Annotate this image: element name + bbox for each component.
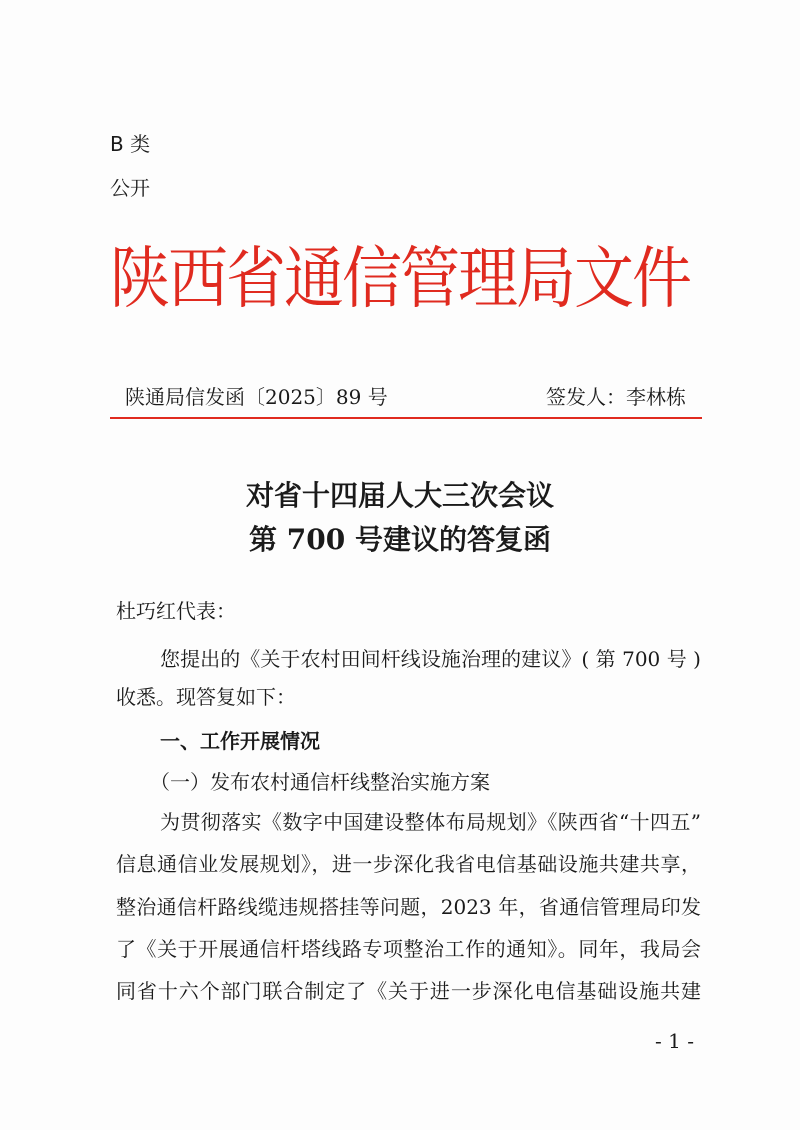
body-line: 整治通信杆路线缆违规搭挂等问题，2023 年，省通信管理局印发 [116, 895, 701, 919]
page-number: - 1 - [655, 1029, 694, 1053]
document-number: 陕通局信发函〔2025〕89 号 [125, 385, 388, 409]
subsection-heading: （一）发布农村通信杆线整治实施方案 [150, 770, 490, 794]
body-line: 同省十六个部门联合制定了《关于进一步深化电信基础设施共建 [116, 979, 701, 1003]
body-line: 了《关于开展通信杆塔线路专项整治工作的通知》。同年，我局会 [116, 937, 701, 961]
classification-mark: B 类 [110, 132, 151, 156]
signer: 签发人：李林栋 [546, 385, 686, 409]
salutation: 杜巧红代表： [116, 599, 236, 623]
body-line: 为贯彻落实《数字中国建设整体布局规划》《陕西省“十四五” [160, 810, 701, 834]
body-line: 您提出的《关于农村田间杆线设施治理的建议》( 第 700 号 ) [160, 647, 701, 671]
body-line: 收悉。现答复如下： [116, 685, 296, 709]
document-title-line-2: 第 700 号建议的答复函 [249, 523, 551, 556]
red-divider-line [110, 417, 702, 419]
red-masthead: 陕西省通信管理局文件 [110, 239, 690, 319]
body-line: 信息通信业发展规划》，进一步深化我省电信基础设施共建共享， [116, 852, 701, 876]
document-title-line-1: 对省十四届人大三次会议 [245, 479, 554, 512]
section-heading: 一、工作开展情况 [160, 729, 320, 753]
disclosure-mark: 公开 [110, 176, 150, 200]
